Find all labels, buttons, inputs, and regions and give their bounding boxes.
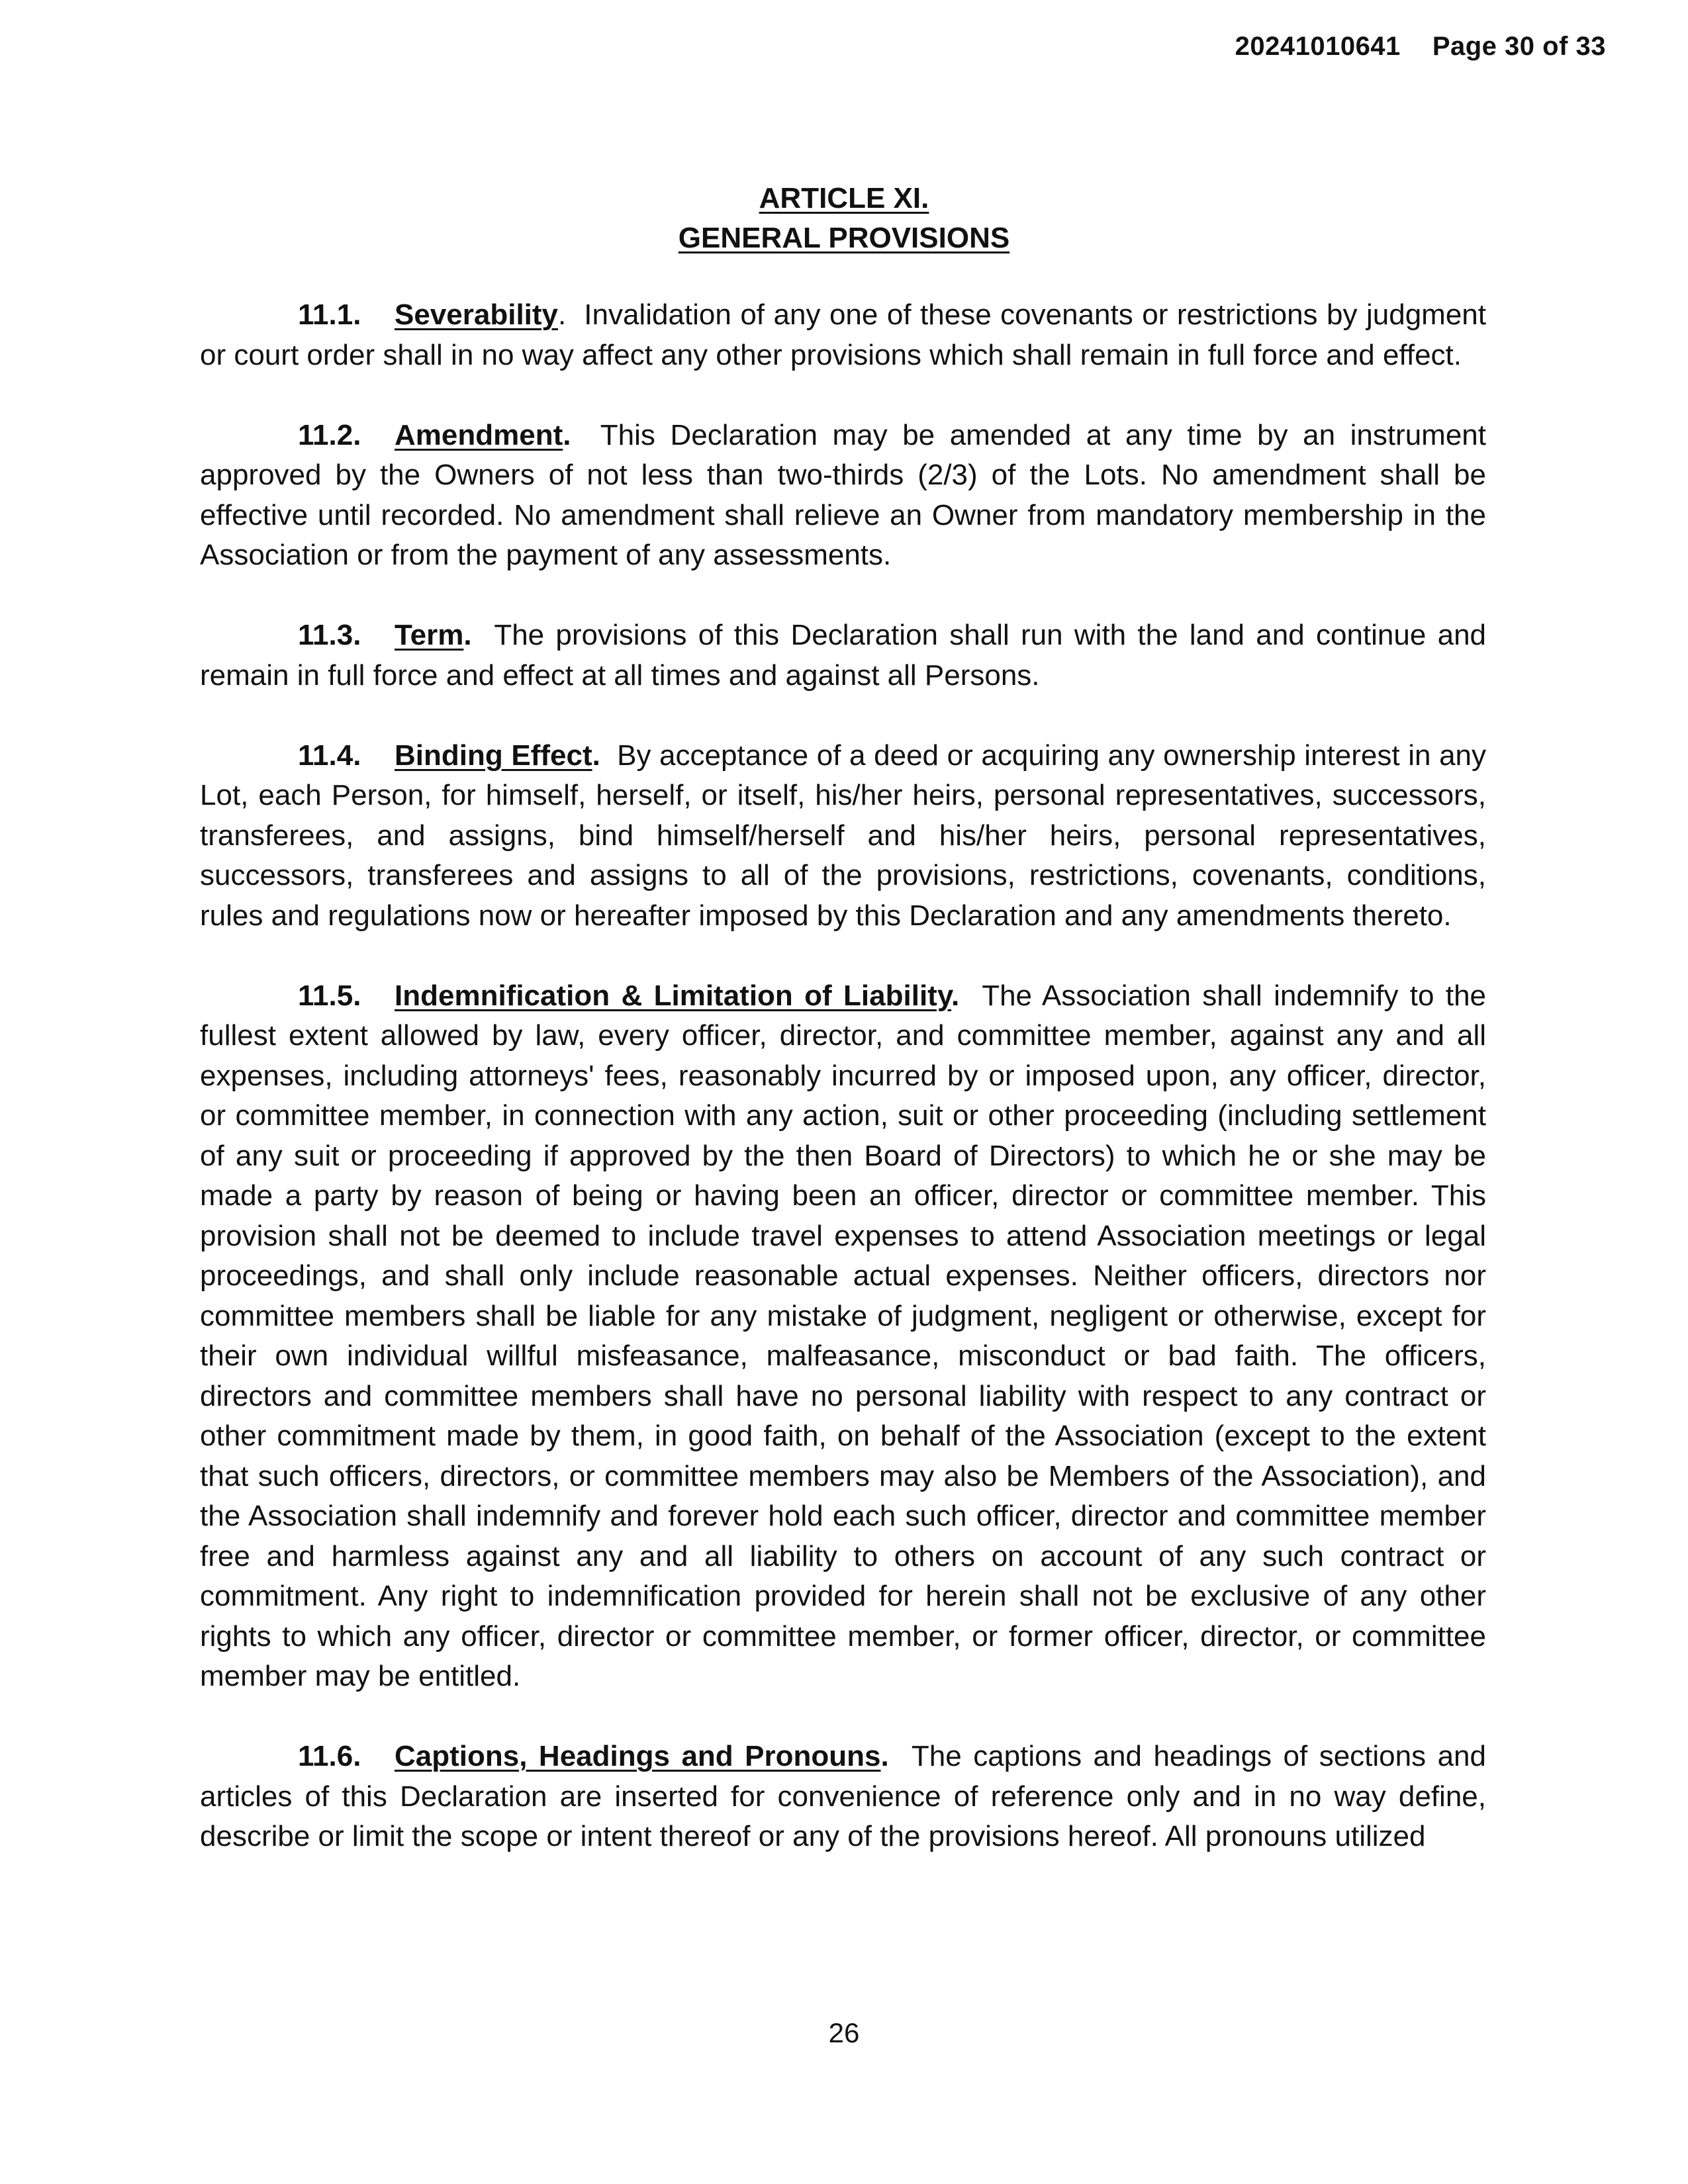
section-text: The Association shall indemnify to the fullest extent allowed by law, every officer, director, and committee member, against any and all expenses, including attorneys' fees, reasonably incurred by or imposed upon, any officer, director, or committee member, in connection with any action, suit or other proceeding (including settlement of any suit or proceeding if approved by the then Board of Directors) to which he or she may be made a party by reason of being or having been an officer, director or committee member. This provision shall not be deemed to include travel expenses to attend Association meetings or legal proceedings, and shall only include reasonable actual expenses. Neither officers, directors nor committee members shall be liable for any mistake of judgment, negligent or otherwise, except for their own individual willful misfeasance, malfeasance, misconduct or bad faith. The officers, directors and committee members shall have no personal liability with respect to any contract or other commitment made by them, in good faith, on behalf of the Association (except to the extent that such officers, directors, or committee members may also be Members of the Association), and the Association shall indemnify and forever hold each such officer, director and committee member free and harmless against any and all liability to others on account of any such contract or commitment. Any right to indemnification provided for herein shall not be exclusive of any other rights to which any officer, director or committee member, or former officer, director, or committee member may be entitled. [200,979,1487,1692]
section-number: 11.4. [298,739,361,772]
section-captions-headings [200,1737,1486,1857]
section-text: The provisions of this Declaration shall run with the land and continue and remain in full force and effect at all times and against all Persons. [200,619,1487,692]
section-indemnification [200,976,1486,1697]
section-title: Term [395,619,464,651]
recording-number: 20241010641 [1235,32,1401,61]
section-number: 11.3. [298,619,361,651]
section-text: Invalidation of any one of these covenants or restrictions by judgment or court order shall in no way affect any other provisions which shall remain in full force and effect. [200,298,1487,371]
document-body [200,295,1486,1857]
section-number: 11.1. [298,298,361,331]
section-title-punct: . [563,418,571,451]
section-title-punct: . [558,298,567,331]
section-title: Amendment [395,418,563,451]
section-text: This Declaration may be amended at any time by an instrument approved by the Owners of not less than two-thirds (2/3) of the Lots. No amendment shall be effective until recorded. No amendment shall relieve an Owner from mandatory membership in the Association or from the payment of any assessments. [200,418,1486,571]
section-title-punct: . [951,979,960,1012]
section-title: Indemnification & Limitation of Liability [395,979,952,1012]
section-number: 11.2. [298,418,361,451]
section-severability [200,295,1486,375]
section-title: Binding Effect [395,739,592,772]
section-text: The captions and headings of sections and articles of this Declaration are inserted for convenience of reference only and in no way define, describe or limit the scope or intent thereof or any of the provisions hereof. All pronouns utilized [200,1740,1486,1852]
article-number: ARTICLE XI. [759,182,929,214]
section-number: 11.5. [298,979,361,1012]
section-title-punct: . [880,1740,889,1772]
section-number: 11.6. [298,1740,361,1772]
section-term [200,615,1486,696]
page-number: 26 [828,2017,860,2048]
section-text: By acceptance of a deed or acquiring any ownership interest in any Lot, each Person, for himself, herself, or itself, his/her heirs, personal representatives, successors, transferees, and assigns, bind himself/herself and his/her heirs, personal representatives, successors, transferees and assigns to all of the provisions, restrictions, covenants, conditions, rules and regulations now or hereafter imposed by this Declaration and any amendments thereto. [200,739,1487,932]
section-title: Severability [395,298,559,331]
section-binding-effect [200,736,1486,936]
section-title-punct: . [463,619,472,651]
recording-header [1235,32,1606,62]
article-heading [0,179,1688,258]
article-title: GENERAL PROVISIONS [678,222,1010,254]
section-title: Captions, Headings and Pronouns [395,1740,881,1772]
section-amendment [200,416,1486,576]
section-title-punct: . [592,739,600,772]
page-label: Page 30 of 33 [1432,32,1606,61]
